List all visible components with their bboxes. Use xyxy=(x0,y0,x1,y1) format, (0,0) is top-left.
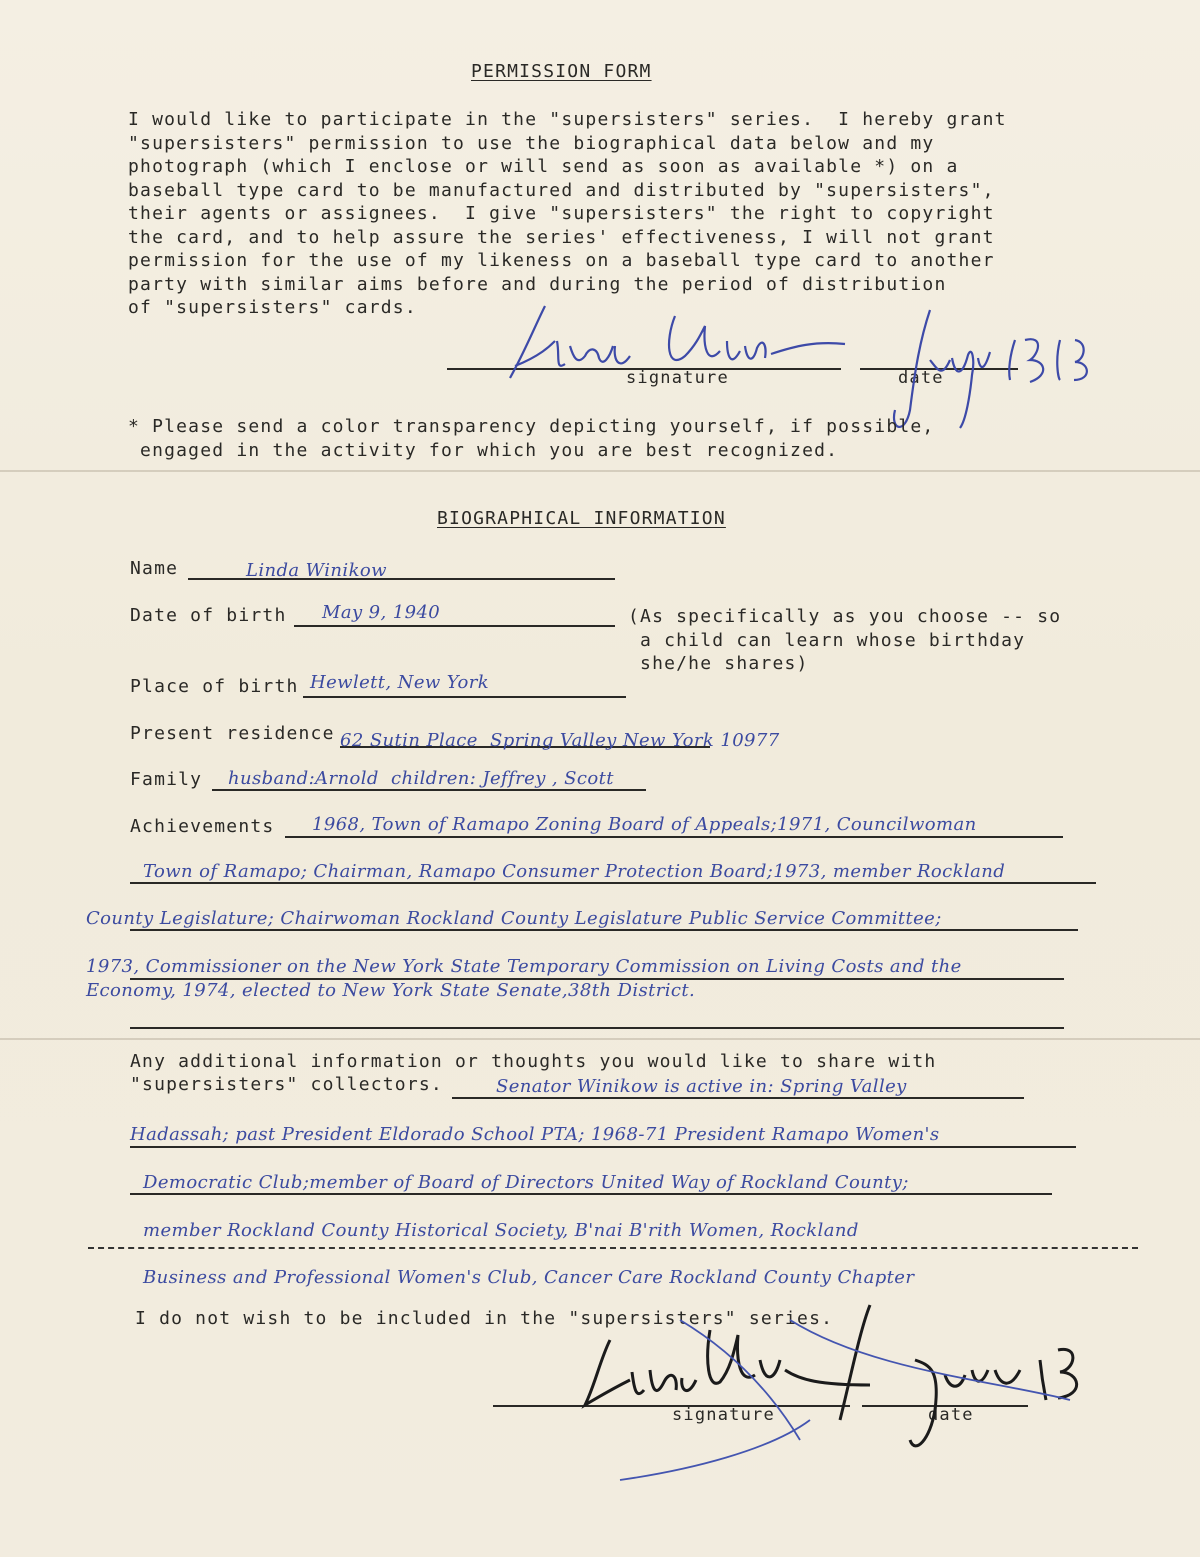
family-line xyxy=(212,789,646,791)
achievement-line: County Legislature; Chairwoman Rockland County Legislature Public Service Committee; xyxy=(86,908,942,929)
paper-fold xyxy=(0,1038,1200,1040)
additional-info-line: Democratic Club;member of Board of Directors United Way of Rockland County; xyxy=(143,1172,909,1193)
achievements-line xyxy=(285,836,1063,838)
date-label: date xyxy=(898,368,944,388)
achievements-line xyxy=(130,929,1078,931)
pob-label: Place of birth xyxy=(130,676,299,697)
bio-title: BIOGRAPHICAL INFORMATION xyxy=(437,508,726,529)
signature-label: signature xyxy=(626,368,729,388)
additional-line xyxy=(130,1146,1076,1148)
additional-prompt: Any additional information or thoughts you would like to share with xyxy=(130,1051,937,1072)
additional-info-line: Hadassah; past President Eldorado School PTA; 1968-71 President Ramapo Women's xyxy=(130,1124,940,1145)
optout-signature xyxy=(570,1290,1130,1490)
optout-date-label: date xyxy=(928,1405,974,1425)
cut-line xyxy=(88,1247,1138,1249)
achievement-line: 1973, Commissioner on the New York State Temporary Commission on Living Costs and the xyxy=(86,956,962,977)
additional-info-line: member Rockland County Historical Society, B'nai B'rith Women, Rockland xyxy=(143,1220,859,1241)
achievement-line: 1968, Town of Ramapo Zoning Board of Appeals;1971, Councilwoman xyxy=(312,814,977,835)
additional-info-line: Business and Professional Women's Club, Cancer Care Rockland County Chapter xyxy=(143,1267,915,1288)
transparency-note: * Please send a color transparency depicting yourself, if possible, engaged in the activity for which you are best recognized. xyxy=(128,416,935,461)
achievements-label: Achievements xyxy=(130,816,275,837)
achievement-line: Town of Ramapo; Chairman, Ramapo Consumer Protection Board;1973, member Rockland xyxy=(143,861,1006,882)
dob-note: (As specifically as you choose -- so a child can learn whose birthday she/he shares) xyxy=(628,606,1062,674)
family-label: Family xyxy=(130,769,203,790)
family-value: husband:Arnold children: Jeffrey , Scott xyxy=(228,768,614,789)
paper-fold xyxy=(0,470,1200,472)
optout-signature-label: signature xyxy=(672,1405,775,1425)
permission-title: PERMISSION FORM xyxy=(471,61,652,82)
additional-line xyxy=(452,1097,1024,1099)
dob-line xyxy=(294,625,615,627)
permission-paragraph: I would like to participate in the "supersisters" series. I hereby grant "supersisters" permission to use the biographical data below and my photograph (which I enclose or will send as soon as available *) on a baseball type card to be manufactured and distributed by "supersisters", their agents or assignees. I give "supersisters" the right to copyright the card, and to help assure the series' effectiveness, I will not grant permission for the use of my likeness on a baseball type card to another party with similar aims before and during the period of distribution of "supersisters" cards. xyxy=(128,109,1007,318)
name-label: Name xyxy=(130,558,179,579)
optout-text: I do not wish to be included in the "supersisters" series. xyxy=(135,1308,834,1329)
residence-value: 62 Sutin Place Spring Valley New York 10977 xyxy=(340,730,780,751)
additional-prompt: "supersisters" collectors. xyxy=(130,1074,443,1095)
name-value: Linda Winikow xyxy=(246,560,387,581)
additional-line xyxy=(130,1193,1052,1195)
additional-info-line: Senator Winikow is active in: Spring Valley xyxy=(496,1076,907,1097)
pob-value: Hewlett, New York xyxy=(310,672,490,693)
dob-label: Date of birth xyxy=(130,605,287,626)
achievements-line xyxy=(130,1027,1064,1029)
achievement-line: Economy, 1974, elected to New York State Senate,38th District. xyxy=(86,980,696,1001)
handwritten-signature xyxy=(495,286,855,386)
achievements-line xyxy=(130,882,1096,884)
pob-line xyxy=(303,696,626,698)
dob-value: May 9, 1940 xyxy=(322,602,441,623)
residence-label: Present residence xyxy=(130,723,335,744)
